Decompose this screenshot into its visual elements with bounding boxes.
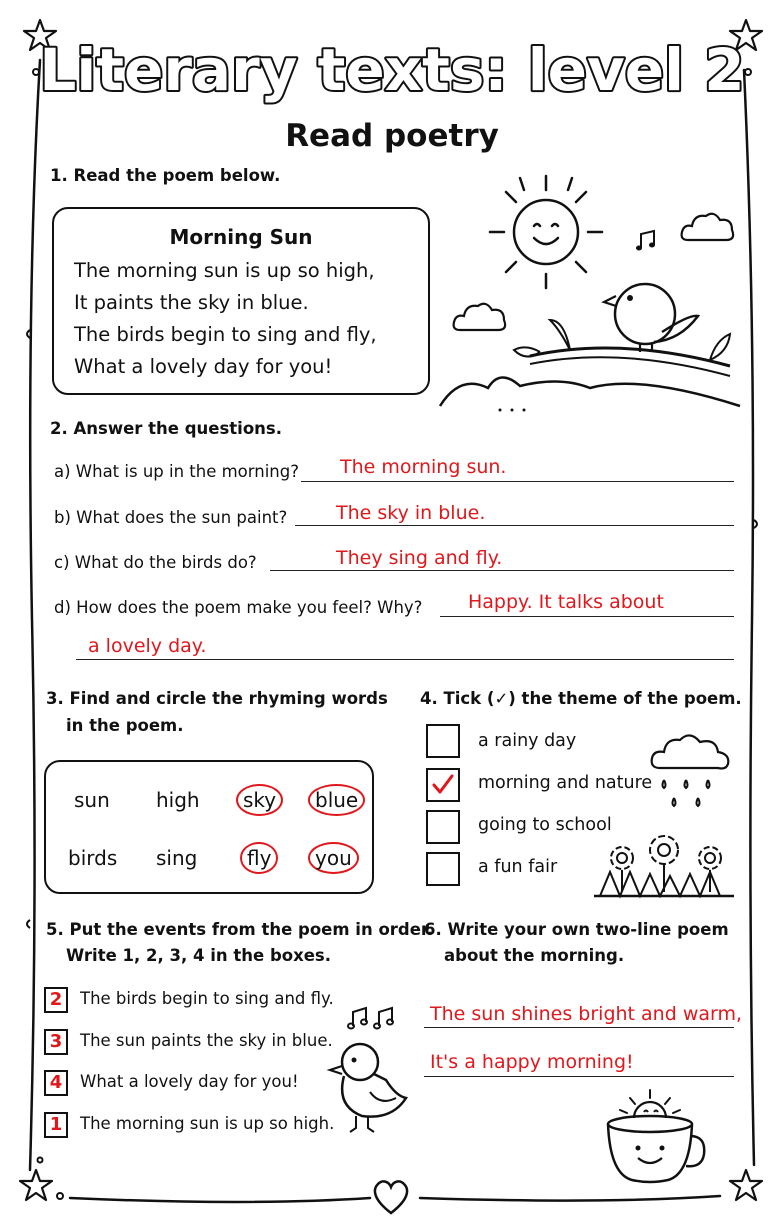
answer-line — [440, 616, 734, 617]
order-box[interactable]: 4 — [44, 1070, 68, 1096]
answer-line — [76, 659, 734, 660]
order-box[interactable]: 3 — [44, 1029, 68, 1055]
question-d: d) How does the poem make you feel? Why? — [54, 598, 423, 617]
event-text: The morning sun is up so high. — [80, 1114, 335, 1133]
answer-line — [301, 481, 734, 482]
order-box[interactable]: 1 — [44, 1112, 68, 1138]
cloud-icon — [680, 208, 736, 244]
poem-box — [52, 207, 430, 395]
question-c: c) What do the birds do? — [54, 553, 257, 572]
checkbox-checked[interactable] — [426, 768, 460, 802]
answer-d-continued[interactable]: a lovely day. — [88, 635, 207, 657]
option-label: morning and nature — [478, 773, 653, 793]
q3-instruction: 3. Find and circle the rhyming words — [46, 689, 388, 708]
word[interactable]: sun — [74, 788, 110, 812]
rhyme-words-box — [44, 760, 374, 894]
worksheet-subtitle: Read poetry — [285, 118, 499, 154]
word[interactable]: high — [156, 788, 200, 812]
checkbox[interactable] — [426, 810, 460, 844]
poem-line-2 — [424, 1076, 734, 1077]
option-label: a rainy day — [478, 731, 577, 751]
q2-instruction: 2. Answer the questions. — [50, 419, 282, 438]
word[interactable]: birds — [68, 846, 118, 870]
poem-line: The birds begin to sing and fly, — [74, 323, 377, 346]
poem-title: Morning Sun — [169, 225, 313, 249]
answer-c[interactable]: They sing and fly. — [336, 547, 503, 569]
flower-icon — [594, 830, 734, 900]
music-note-icon — [634, 228, 660, 254]
word-circled[interactable]: blue — [308, 784, 365, 816]
poem-line: What a lovely day for you! — [74, 355, 333, 378]
music-note-icon — [346, 1004, 398, 1032]
poem-line-1 — [424, 1027, 734, 1028]
star-icon — [18, 1168, 54, 1204]
answer-a[interactable]: The morning sun. — [340, 456, 507, 478]
poem-line: It paints the sky in blue. — [74, 291, 309, 314]
word-circled[interactable]: fly — [240, 842, 278, 874]
checkbox[interactable] — [426, 852, 460, 886]
poem-line: The morning sun is up so high, — [74, 259, 375, 282]
question-b: b) What does the sun paint? — [54, 508, 288, 527]
bird-on-branch-icon — [440, 256, 740, 416]
event-text: The sun paints the sky in blue. — [80, 1031, 333, 1050]
option-label: going to school — [478, 815, 612, 835]
option-label: a fun fair — [478, 857, 558, 877]
word[interactable]: sing — [156, 846, 198, 870]
check-icon — [430, 772, 456, 798]
star-icon — [728, 1168, 764, 1204]
word-circled[interactable]: you — [308, 842, 359, 874]
order-box[interactable]: 2 — [44, 987, 68, 1013]
worksheet-title-text: Literary texts: level 2 — [39, 36, 745, 104]
q3-instruction-2: in the poem. — [66, 716, 184, 735]
answer-line — [270, 570, 734, 571]
event-text: What a lovely day for you! — [80, 1072, 299, 1091]
q5-instruction: 5. Put the events from the poem in order. — [46, 920, 433, 939]
own-poem-line-1[interactable]: The sun shines bright and warm, — [430, 1003, 743, 1025]
cup-icon — [600, 1084, 706, 1188]
q4-instruction: 4. Tick (✓) the theme of the poem. — [420, 689, 742, 708]
q5-instruction-2: Write 1, 2, 3, 4 in the boxes. — [66, 946, 332, 965]
heart-icon — [370, 1178, 412, 1216]
own-poem-line-2[interactable]: It's a happy morning! — [430, 1051, 634, 1073]
answer-b[interactable]: The sky in blue. — [336, 502, 486, 524]
worksheet-title — [39, 22, 745, 118]
bird-icon — [326, 1036, 412, 1136]
q6-instruction-2: about the morning. — [444, 946, 625, 965]
checkbox[interactable] — [426, 724, 460, 758]
answer-line — [295, 525, 734, 526]
word-circled[interactable]: sky — [236, 784, 283, 816]
rain-cloud-icon — [650, 728, 732, 814]
question-a: a) What is up in the morning? — [54, 462, 299, 481]
q6-instruction: 6. Write your own two-line poem — [424, 920, 729, 939]
event-text: The birds begin to sing and fly. — [80, 989, 334, 1008]
answer-d[interactable]: Happy. It talks about — [468, 591, 664, 613]
q1-instruction: 1. Read the poem below. — [50, 166, 281, 185]
